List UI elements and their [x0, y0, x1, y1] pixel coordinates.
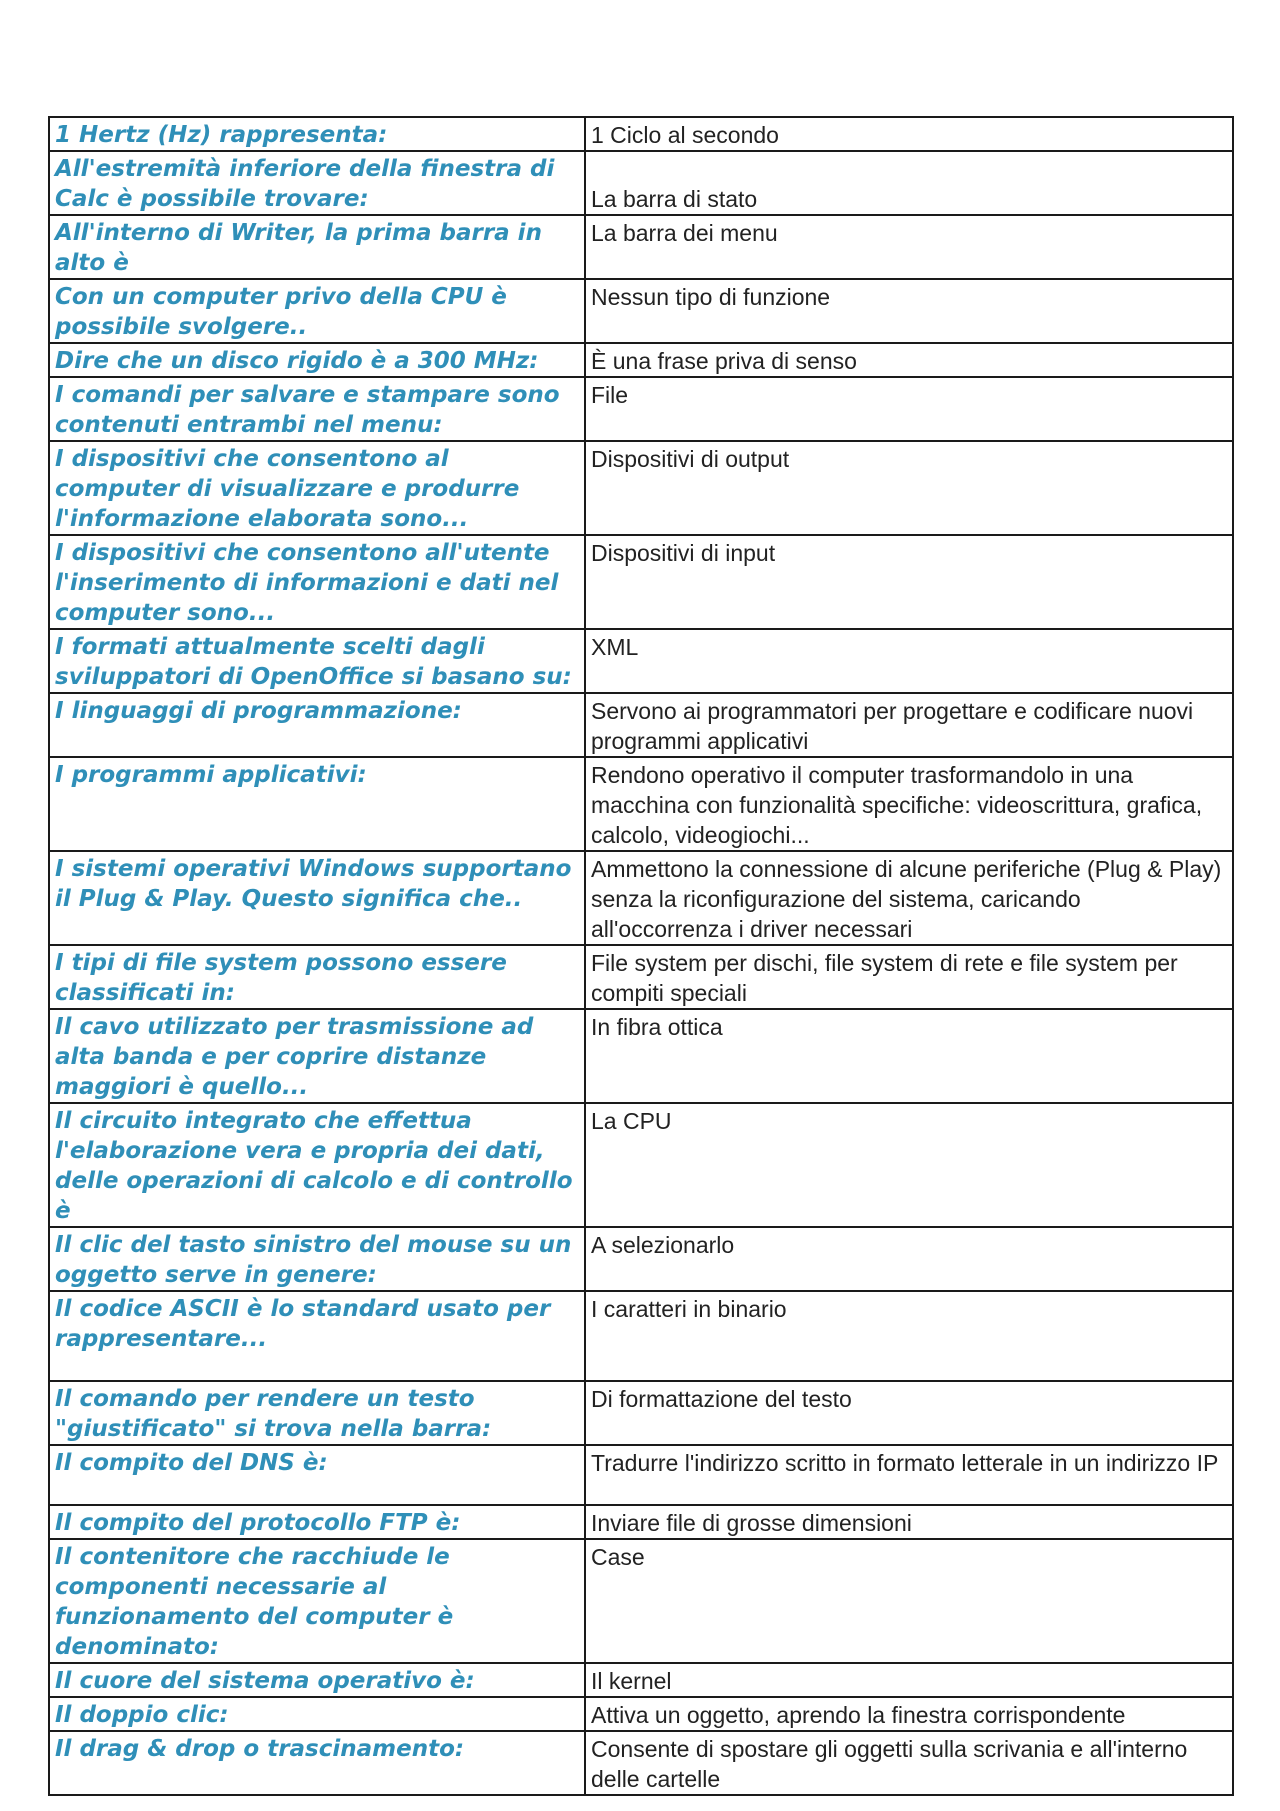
question-cell: Il contenitore che racchiude le componenti necessarie al funzionamento del computer è denominato: [49, 1539, 585, 1663]
answer-cell: Servono ai programmatori per progettare e codificare nuovi programmi applicativi [585, 693, 1233, 757]
table-row [49, 851, 1233, 945]
answer-cell: La CPU [585, 1103, 1233, 1227]
answer-cell: Ammettono la connessione di alcune periferiche (Plug & Play) senza la riconfigurazione del sistema, caricando all'occorrenza i driver necessari [585, 851, 1233, 945]
answer-cell: Tradurre l'indirizzo scritto in formato letterale in un indirizzo IP [585, 1445, 1233, 1505]
answer-cell: File [585, 377, 1233, 441]
answer-cell: Rendono operativo il computer trasformandolo in una macchina con funzionalità specifiche: videoscrittura, grafica, calcolo, videogiochi... [585, 757, 1233, 851]
question-cell: Il compito del DNS è: [49, 1445, 585, 1505]
answer-cell: È una frase priva di senso [585, 343, 1233, 377]
answer-cell: Attiva un oggetto, aprendo la finestra corrispondente [585, 1697, 1233, 1731]
question-cell: Il comando per rendere un testo "giustificato" si trova nella barra: [49, 1381, 585, 1445]
table-row [49, 1505, 1233, 1539]
answer-cell: Dispositivi di input [585, 535, 1233, 629]
table-row [49, 535, 1233, 629]
table-row [49, 693, 1233, 757]
question-cell: Dire che un disco rigido è a 300 MHz: [49, 343, 585, 377]
table-row [49, 1663, 1233, 1697]
table-row [49, 117, 1233, 151]
table-row [49, 441, 1233, 535]
question-cell: I sistemi operativi Windows supportano il Plug & Play. Questo significa che.. [49, 851, 585, 945]
question-cell: All'interno di Writer, la prima barra in alto è [49, 215, 585, 279]
table-row [49, 1539, 1233, 1663]
table-row [49, 377, 1233, 441]
question-cell: I linguaggi di programmazione: [49, 693, 585, 757]
answer-cell: Il kernel [585, 1663, 1233, 1697]
question-cell: Il codice ASCII è lo standard usato per rappresentare... [49, 1291, 585, 1381]
question-cell: All'estremità inferiore della finestra di Calc è possibile trovare: [49, 151, 585, 215]
question-cell: Il circuito integrato che effettua l'elaborazione vera e propria dei dati, delle operazioni di calcolo e di controllo è [49, 1103, 585, 1227]
table-row [49, 1445, 1233, 1505]
table-row [49, 1697, 1233, 1731]
answer-cell: I caratteri in binario [585, 1291, 1233, 1381]
table-row [49, 757, 1233, 851]
table-row [49, 1381, 1233, 1445]
table-row [49, 945, 1233, 1009]
answer-cell: XML [585, 629, 1233, 693]
answer-cell: Di formattazione del testo [585, 1381, 1233, 1445]
question-cell: Il compito del protocollo FTP è: [49, 1505, 585, 1539]
question-cell: Il cavo utilizzato per trasmissione ad alta banda e per coprire distanze maggiori è quello... [49, 1009, 585, 1103]
table-row [49, 1291, 1233, 1381]
question-cell: Il doppio clic: [49, 1697, 585, 1731]
question-cell: 1 Hertz (Hz) rappresenta: [49, 117, 585, 151]
question-cell: I tipi di file system possono essere classificati in: [49, 945, 585, 1009]
question-cell: I dispositivi che consentono all'utente l'inserimento di informazioni e dati nel computer sono... [49, 535, 585, 629]
answer-cell: Dispositivi di output [585, 441, 1233, 535]
question-cell: Il clic del tasto sinistro del mouse su un oggetto serve in genere: [49, 1227, 585, 1291]
answer-cell: File system per dischi, file system di rete e file system per compiti speciali [585, 945, 1233, 1009]
answer-cell: La barra di stato [585, 151, 1233, 215]
table-row [49, 1227, 1233, 1291]
answer-cell: La barra dei menu [585, 215, 1233, 279]
question-cell: I formati attualmente scelti dagli sviluppatori di OpenOffice si basano su: [49, 629, 585, 693]
question-cell: I comandi per salvare e stampare sono contenuti entrambi nel menu: [49, 377, 585, 441]
answer-cell: Case [585, 1539, 1233, 1663]
table-row [49, 1731, 1233, 1795]
table-row [49, 1103, 1233, 1227]
answer-cell: 1 Ciclo al secondo [585, 117, 1233, 151]
answer-cell: Nessun tipo di funzione [585, 279, 1233, 343]
table-row [49, 151, 1233, 215]
table-row [49, 215, 1233, 279]
answer-cell: Consente di spostare gli oggetti sulla scrivania e all'interno delle cartelle [585, 1731, 1233, 1795]
question-cell: I programmi applicativi: [49, 757, 585, 851]
answer-cell: Inviare file di grosse dimensioni [585, 1505, 1233, 1539]
answer-cell: A selezionarlo [585, 1227, 1233, 1291]
answer-cell: In fibra ottica [585, 1009, 1233, 1103]
question-cell: Con un computer privo della CPU è possibile svolgere.. [49, 279, 585, 343]
table-row [49, 343, 1233, 377]
question-cell: Il drag & drop o trascinamento: [49, 1731, 585, 1795]
quiz-table [48, 116, 1234, 1796]
table-row [49, 629, 1233, 693]
question-cell: Il cuore del sistema operativo è: [49, 1663, 585, 1697]
question-cell: I dispositivi che consentono al computer di visualizzare e produrre l'informazione elaborata sono... [49, 441, 585, 535]
table-row [49, 1009, 1233, 1103]
table-row [49, 279, 1233, 343]
